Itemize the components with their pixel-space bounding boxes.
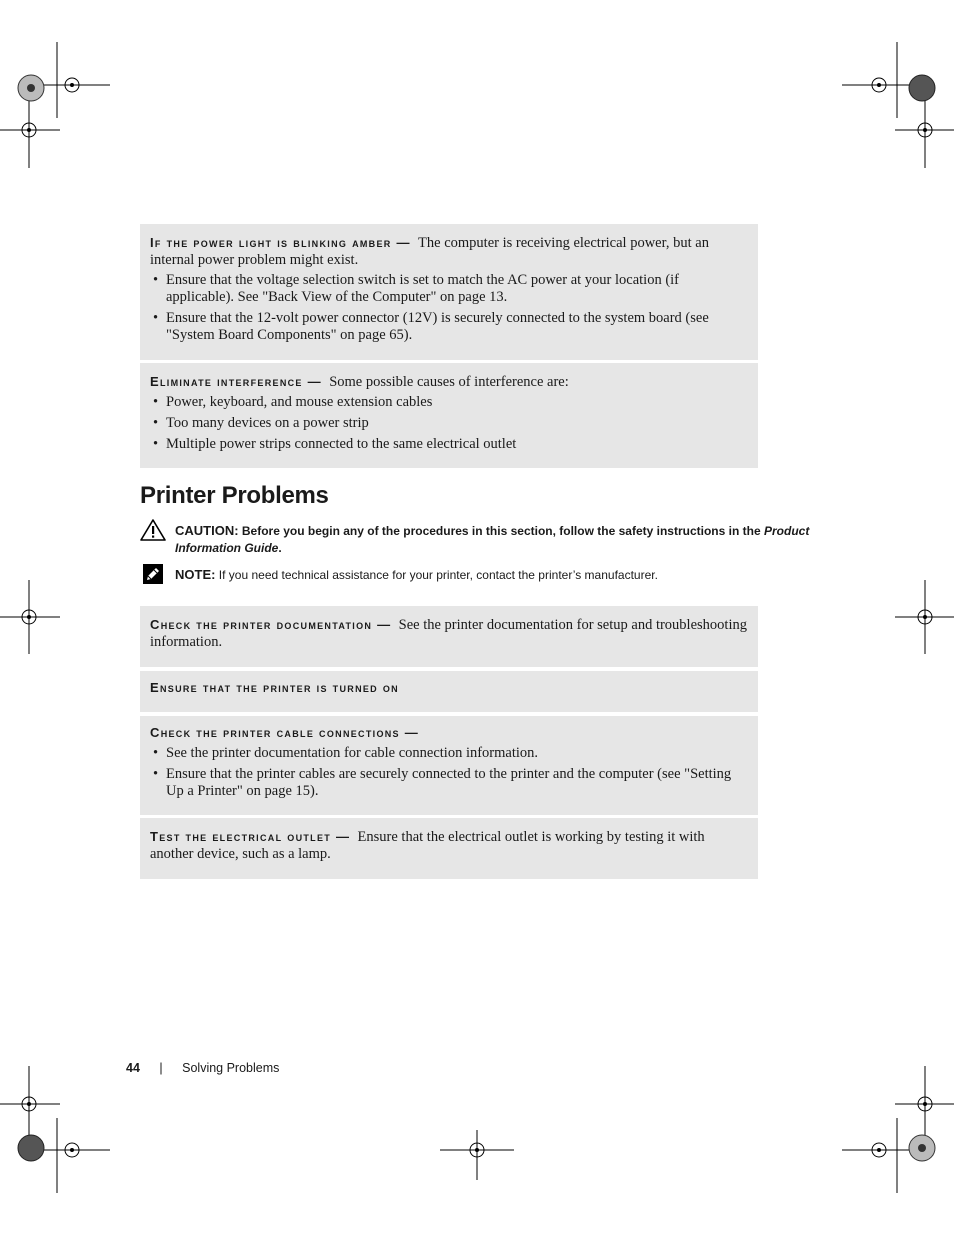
section-heading: If the power light is blinking amber — [150, 235, 411, 250]
list-item: • Ensure that the voltage selection switch is set to match the AC power at your location (if applicable). See "Back View of the Computer" on page 13. [150, 272, 748, 306]
caution-icon [140, 518, 166, 542]
section-printer-turned-on [140, 671, 758, 712]
caution-label: CAUTION: [175, 523, 239, 538]
chapter-name: Solving Problems [182, 1061, 280, 1075]
bullet-list [150, 745, 748, 800]
caution-doc-title: Product Information Guide [175, 524, 810, 555]
note-icon [143, 564, 163, 584]
list-item: • Ensure that the printer cables are securely connected to the printer and the computer (see "Setting Up a Printer" on page 15). [150, 766, 748, 800]
section-heading: Check the printer documentation — [150, 617, 392, 632]
section-heading: Check the printer cable connections — [150, 725, 420, 740]
caution-text: Before you begin any of the procedures in this section, follow the safety instructions in the [241, 524, 761, 538]
bullet-list [150, 394, 748, 453]
section-text: Ensure that the electrical outlet is working by testing it with another device, such as a lamp. [150, 829, 705, 862]
list-item: • Ensure that the 12-volt power connector (12V) is securely connected to the system board (see "System Board Components" on page 65). [150, 310, 748, 344]
section-heading: Test the electrical outlet — [150, 829, 351, 844]
page-title: Printer Problems [140, 482, 329, 509]
section-text: Some possible causes of interference are: [329, 374, 569, 390]
section-intro [150, 828, 748, 863]
footer-separator: | [159, 1061, 163, 1075]
section-text: See the printer documentation for setup and troubleshooting information. [150, 617, 747, 650]
caution-end: . [278, 541, 282, 555]
page-footer [126, 1061, 279, 1075]
section-heading: Ensure that the printer is turned on [150, 680, 399, 695]
list-item: • Power, keyboard, and mouse extension cables [150, 394, 748, 411]
section-intro [150, 234, 748, 269]
note-notice [175, 566, 815, 584]
list-item: • See the printer documentation for cable connection information. [150, 745, 748, 762]
section-electrical-outlet [140, 818, 758, 879]
caution-notice [175, 522, 815, 557]
section-text: The computer is receiving electrical power, but an internal power problem might exist. [150, 235, 709, 268]
page-number: 44 [126, 1061, 140, 1075]
section-intro [150, 373, 748, 391]
note-label: NOTE: [175, 567, 216, 582]
list-item: • Too many devices on a power strip [150, 415, 748, 432]
section-interference [140, 363, 758, 468]
section-power-light [140, 224, 758, 360]
section-intro [150, 616, 748, 651]
section-heading: Eliminate interference — [150, 374, 322, 389]
section-printer-documentation [140, 606, 758, 667]
bullet-list [150, 272, 748, 344]
list-item: • Multiple power strips connected to the same electrical outlet [150, 436, 748, 453]
note-text: If you need technical assistance for your printer, contact the printer’s manufacturer. [218, 568, 658, 582]
section-cable-connections [140, 716, 758, 815]
